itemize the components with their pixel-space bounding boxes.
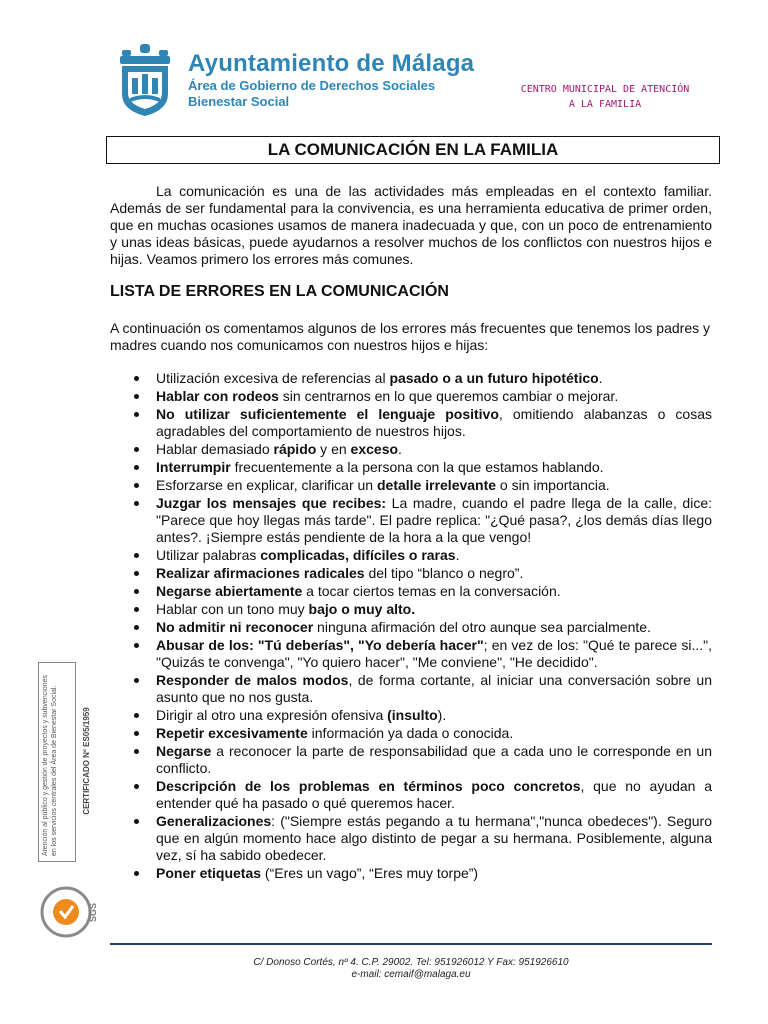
error-text: , omitiendo alabanzas o cosas agradables del comportamiento de nuestros hijos.	[156, 406, 713, 439]
document-title: LA COMUNICACIÓN EN LA FAMILIA	[106, 136, 720, 164]
error-text: , de forma cortante, al iniciar una conversación sobre un asunto que no nos gusta.	[156, 672, 712, 705]
error-emphasis: Descripción de los problemas en términos poco concretos	[156, 778, 581, 794]
error-emphasis: complicadas, difíciles o raras	[260, 547, 456, 563]
footer-address: C/ Donoso Cortés, nº 4. C.P. 29002. Tel: 951926012 Y Fax: 951926610	[253, 957, 569, 968]
error-emphasis: (insulto	[387, 707, 438, 723]
error-list-item	[156, 406, 712, 440]
error-emphasis: pasado o a un futuro hipotético	[389, 370, 599, 386]
error-emphasis: bajo o muy alto.	[308, 601, 416, 617]
error-text: del tipo “blanco o negro”.	[364, 565, 524, 581]
error-emphasis: Generalizaciones	[156, 813, 272, 829]
error-text: , que no ayudan a entender qué ha pasado o qué queremos hacer.	[156, 778, 712, 811]
error-list-item	[156, 813, 712, 864]
error-emphasis: Interrumpir	[156, 459, 231, 475]
error-emphasis: detalle irrelevante	[376, 477, 497, 493]
error-text: información ya dada o conocida.	[307, 725, 514, 741]
error-list-item	[156, 725, 712, 742]
error-text: Hablar con un tono muy	[156, 601, 309, 617]
error-list-item	[156, 743, 712, 777]
center-name-line-2: A LA FAMILIA	[568, 99, 642, 110]
error-text: frecuentemente a la persona con la que estamos hablando.	[230, 459, 604, 475]
error-text: Hablar demasiado	[156, 441, 274, 457]
error-text: Utilización excesiva de referencias al	[156, 370, 390, 386]
error-list-item	[156, 495, 712, 546]
center-name	[500, 82, 710, 112]
error-list-item	[156, 583, 712, 600]
error-list-item	[156, 672, 712, 706]
section-heading: LISTA DE ERRORES EN LA COMUNICACIÓN	[110, 283, 449, 300]
error-text: .	[455, 547, 460, 563]
error-list-item	[156, 547, 712, 564]
error-emphasis: Hablar con rodeos	[156, 388, 279, 404]
brand-line-area: Área de Gobierno de Derechos Sociales	[188, 78, 436, 93]
error-text: La madre, cuando el padre llega de la calle, dice: "Parece que hoy llegas más tarde". El padre replica: "¿Qué pasa?, ¿los demás días llego antes?. ¡Siempre estás pendiente de la hora a la que vengo!	[156, 495, 712, 545]
seal-label: SGS	[88, 902, 98, 922]
error-list-item	[156, 865, 712, 882]
error-emphasis: No admitir ni reconocer	[156, 619, 314, 635]
error-emphasis: Negarse	[156, 743, 212, 759]
error-emphasis: Abusar de los: "Tú deberías", "Yo debería hacer"	[156, 637, 484, 653]
error-list-item	[156, 441, 712, 458]
brand-name: Ayuntamiento de Málaga	[188, 50, 475, 77]
error-text: ninguna afirmación del otro aunque sea parcialmente.	[313, 619, 651, 635]
brand-line-dept: Bienestar Social	[188, 94, 290, 109]
error-text: Esforzarse en explicar, clarificar un	[156, 477, 377, 493]
certificate-number: CERTIFICADO Nº ES05/1959	[82, 707, 91, 815]
brand-block	[188, 50, 474, 110]
error-text: Utilizar palabras	[156, 547, 261, 563]
error-list-item	[156, 619, 712, 636]
error-text: .	[398, 441, 402, 457]
error-list-item	[156, 388, 712, 405]
error-list-item	[156, 637, 712, 671]
error-emphasis: Juzgar los mensajes que recibes:	[156, 495, 387, 511]
error-text: Dirigir al otro una expresión ofensiva	[156, 707, 388, 723]
error-emphasis: Realizar afirmaciones radicales	[156, 565, 365, 581]
malaga-crest-logo	[116, 44, 174, 116]
error-text: .	[598, 370, 603, 386]
sgs-certification-seal-icon	[36, 876, 110, 946]
intro-paragraph: La comunicación es una de las actividades más empleadas en el contexto familiar. Además de ser fundamental para la convivencia, es una herramienta educativa de primer orden, que en muchas ocasiones usamos de manera inadecuada y que, con un poco de entrenamiento y unas ideas básicas, puede ayudarnos a resolver muchos de los conflictos con nuestros hijos e hijas. Veamos primero los errores más comunes.	[110, 183, 712, 267]
center-name-line-1: CENTRO MUNICIPAL DE ATENCIÓN	[520, 84, 690, 95]
error-emphasis: Repetir excesivamente	[156, 725, 308, 741]
footer-divider	[110, 943, 712, 945]
error-text: a tocar ciertos temas en la conversación.	[302, 583, 561, 599]
errors-list	[156, 370, 712, 883]
lead-paragraph: A continuación os comentamos algunos de los errores más frecuentes que tenemos los padres y madres cuando nos comunicamos con nuestros hijos e hijas:	[110, 320, 710, 353]
error-text: (“Eres un vago”, “Eres muy torpe”)	[261, 865, 479, 881]
error-list-item	[156, 459, 712, 476]
error-text: ).	[437, 707, 447, 723]
error-text: ; en vez de los: "Qué te parece si...", "Quizás te convenga", "Yo quiero hacer", "Me conviene", "He decidido".	[156, 637, 713, 670]
footer-email: e-mail: cemaif@malaga.eu	[351, 969, 471, 980]
error-list-item	[156, 601, 712, 618]
certification-scope-text: Atención al público y gestión de proyectos y subvenciones en los servicios centrales del Área de Bienestar Social.	[42, 675, 58, 856]
error-emphasis: Negarse abiertamente	[156, 583, 303, 599]
error-emphasis: exceso	[350, 441, 399, 457]
error-list-item	[156, 370, 712, 387]
error-list-item	[156, 778, 712, 812]
error-emphasis: Poner etiquetas	[156, 865, 262, 881]
error-emphasis: rápido	[273, 441, 317, 457]
error-text: o sin importancia.	[496, 477, 610, 493]
error-list-item	[156, 565, 712, 582]
error-text: : ("Siempre estás pegando a tu hermana","nunca obedeces"). Seguro que en algún momento hace algo distinto de pegar a su hermana. Posiblemente, alguna vez, sí ha sabido obedecer.	[156, 813, 712, 863]
footer	[110, 957, 712, 981]
error-emphasis: No utilizar suficientemente el lenguaje positivo	[156, 406, 499, 422]
error-text: sin centrarnos en lo que queremos cambiar o mejorar.	[278, 388, 619, 404]
error-list-item	[156, 707, 712, 724]
error-list-item	[156, 477, 712, 494]
error-text: a reconocer la parte de responsabilidad que a cada uno le corresponde en un conflicto.	[156, 743, 712, 776]
error-text: y en	[316, 441, 351, 457]
error-emphasis: Responder de malos modos	[156, 672, 349, 688]
